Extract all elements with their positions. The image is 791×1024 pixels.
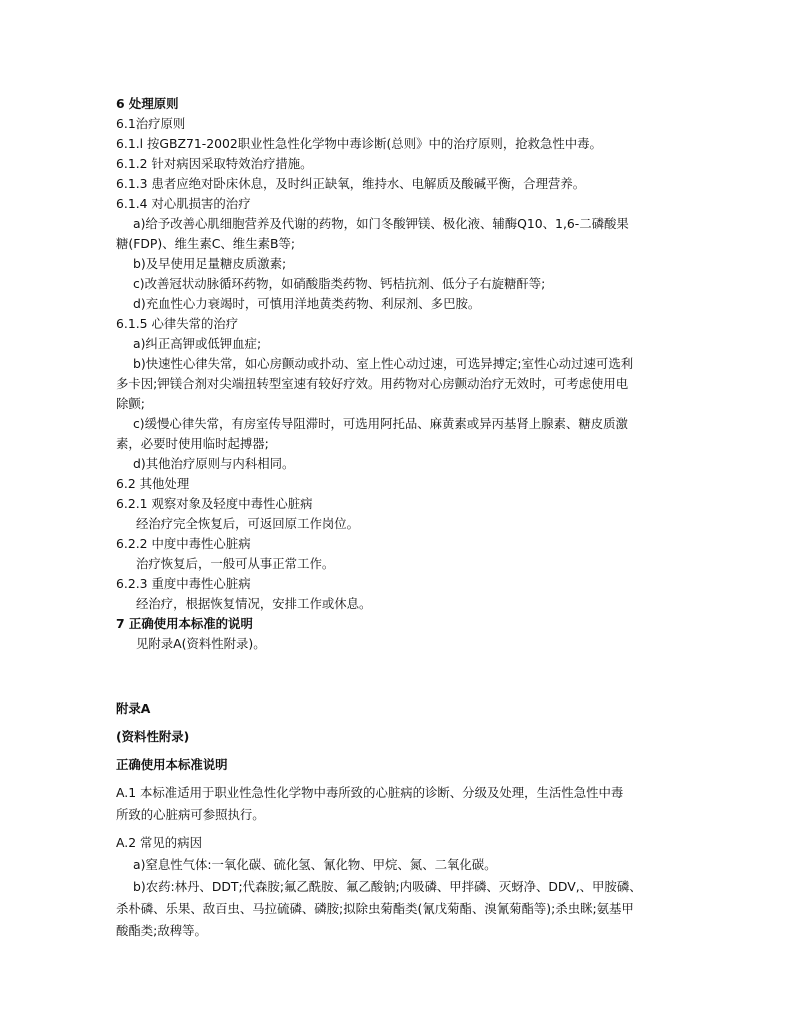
clause-6-1-5-b-line2: 多卡因;钾镁合剂对尖端扭转型室速有较好疗效。用药物对心房颤动治疗无效时，可考虑使用电	[116, 376, 629, 391]
clause-6-1-5-a: a)纠正高钾或低钾血症;	[133, 336, 262, 351]
section-spacer	[116, 654, 686, 698]
clause-6-2-2-body: 治疗恢复后，一般可从事正常工作。	[136, 556, 335, 571]
clause-6-1-5-heading: 6.1.5 心律失常的治疗	[116, 316, 239, 331]
section-6-heading: 6 处理原则	[116, 96, 179, 111]
clause-6-1-5-b-line3: 除颤;	[116, 396, 145, 411]
clause-6-1-2: 6.1.2 针对病因采取特效治疗措施。	[116, 156, 313, 171]
appendix-a2-b-line2: 杀朴磷、乐果、敌百虫、马拉硫磷、磷胺;拟除虫菊酯类(氰戊菊酯、溴氰菊酯等);杀虫眯;氨基甲	[116, 901, 634, 916]
clause-6-1-5-b-line1: b)快速性心律失常，如心房颤动或扑动、室上性心动过速，可选异搏定;室性心动过速可选利	[133, 356, 634, 371]
appendix-a2-heading: A.2 常见的病因	[116, 835, 202, 850]
clause-6-1-1: 6.1.l 按GBZ71-2002职业性急性化学物中毒诊断(总则》中的治疗原则，抢救急性中毒。	[116, 136, 602, 151]
section-7-body: 见附录A(资料性附录)。	[136, 636, 266, 651]
clause-6-2-3-heading: 6.2.3 重度中毒性心脏病	[116, 576, 251, 591]
clause-6-2-3-body: 经治疗，根据恢复情况，安排工作或休息。	[136, 596, 372, 611]
clause-6-2-1-body: 经治疗完全恢复后，可返回原工作岗位。	[136, 516, 360, 531]
clause-6-1-4-a-line2: 糖(FDP)、维生素C、维生素B等;	[116, 236, 296, 251]
clause-6-1-5-c-line1: c)缓慢心律失常，有房室传导阻滞时，可选用阿托品、麻黄素或异丙基肾上腺素、糖皮质激	[133, 416, 628, 431]
document-page	[116, 94, 686, 942]
clause-6-1-4-a-line1: a)给予改善心肌细胞营养及代谢的药物，如门冬酸钾镁、极化液、辅酶Q10、1,6-二磷酸果	[133, 216, 629, 231]
section-6-2-heading: 6.2 其他处理	[116, 476, 190, 491]
appendix-title: 附录A	[116, 701, 151, 716]
appendix-a1-line2: 所致的心脏病可参照执行。	[116, 807, 265, 822]
appendix-a2-a: a)窒息性气体:一氧化碳、硫化氢、氰化物、甲烷、氮、二氧化碳。	[133, 857, 497, 872]
clause-6-1-3: 6.1.3 患者应绝对卧床休息，及时纠正缺氧，维持水、电解质及酸碱平衡，合理营养。	[116, 176, 586, 191]
clause-6-2-2-heading: 6.2.2 中度中毒性心脏病	[116, 536, 251, 551]
appendix-a2-b-line1: b)农药:林丹、DDT;代森胺;氟乙酰胺、氟乙酸钠;内吸磷、甲拌磷、灭蚜净、DDV,、甲胺磷、	[133, 879, 642, 894]
section-7-heading: 7 正确使用本标准的说明	[116, 616, 253, 631]
clause-6-1-5-d: d)其他治疗原则与内科相同。	[133, 456, 295, 471]
appendix-a	[116, 698, 686, 942]
appendix-a2-b-line3: 酸酯类;敌稗等。	[116, 923, 207, 938]
appendix-subtitle: (资料性附录)	[116, 729, 190, 744]
appendix-a1-line1: A.1 本标准适用于职业性急性化学物中毒所致的心脏病的诊断、分级及处理，生活性急性中毒	[116, 785, 624, 800]
clause-6-1-4-c: c)改善冠状动脉循环药物，如硝酸脂类药物、钙桔抗剂、低分子右旋糖酐等;	[133, 276, 546, 291]
appendix-heading: 正确使用本标准说明	[116, 757, 228, 772]
clause-6-1-4-b: b)及早使用足量糖皮质激素;	[133, 256, 287, 271]
section-6-1-heading: 6.1治疗原则	[116, 116, 186, 131]
clause-6-1-4-heading: 6.1.4 对心肌损害的治疗	[116, 196, 251, 211]
clause-6-2-1-heading: 6.2.1 观察对象及轻度中毒性心脏病	[116, 496, 313, 511]
clause-6-1-5-c-line2: 素，必要时使用临时起搏器;	[116, 436, 269, 451]
clause-6-1-4-d: d)充血性心力衰竭时，可慎用洋地黄类药物、利尿剂、多巴胺。	[133, 296, 481, 311]
